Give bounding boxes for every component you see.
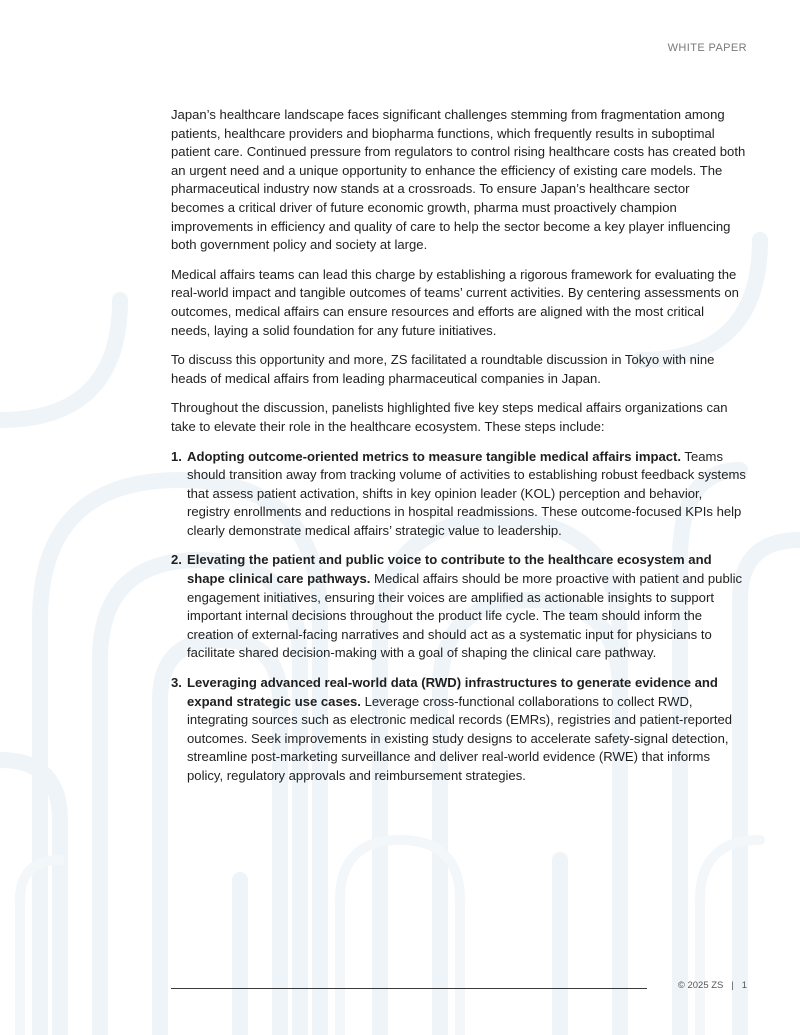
list-item xyxy=(171,448,746,541)
step-number: 1. xyxy=(171,448,182,464)
step-heading: Elevating the patient and public voice to contribute to the healthcare ecosystem and shape clinical care pathways. xyxy=(187,552,712,587)
page-number: 1 xyxy=(741,980,747,991)
footer-separator: | xyxy=(731,980,734,991)
document-type-label: WHITE PAPER xyxy=(667,42,747,54)
step-heading: Leveraging advanced real-world data (RWD) infrastructures to generate evidence and expand strategic use cases. xyxy=(187,675,718,709)
page-footer xyxy=(678,980,747,991)
step-number: 2. xyxy=(171,552,182,568)
roundtable-paragraph: To discuss this opportunity and more, ZS facilitated a roundtable discussion in Tokyo with nine heads of medical affairs from leading pharmaceutical companies in Japan. xyxy=(171,352,715,386)
step-body: Medical affairs should be more proactive with patient and public engagement initiatives, ensuring their voices are amplified as actionable insights to support important internal decisions throughout the product life cycle. The team should inform the creation of external-facing narratives and should act as a systematic input for physicians to facilitate shared decision-making with a goal of shaping the clinical care pathway. xyxy=(187,571,743,661)
key-steps-list xyxy=(171,448,746,786)
footer-divider xyxy=(171,988,647,989)
step-body: Leverage cross-functional collaborations to collect RWD, integrating sources such as electronic medical records (EMRs), registries and patient-reported outcomes. Seek improvements in existing study designs to accelerate safety-signal detection, streamline post-marketing surveillance and deliver real-world evidence (RWE) that informs policy, regulatory approvals and reimbursement strategies. xyxy=(187,693,733,783)
steps-intro-paragraph: Throughout the discussion, panelists highlighted five key steps medical affairs organizations can take to elevate their role in the healthcare ecosystem. These steps include: xyxy=(171,400,728,434)
list-item xyxy=(171,674,746,786)
step-body: Teams should transition away from tracking volume of activities to establishing robust feedback systems that assess patient activation, shifts in key opinion leader (KOL) perception and behavior, registry enrollments and reductions in hospital readmissions. These outcome-focused KPIs help clearly demonstrate medical affairs’ strategic value to leadership. xyxy=(187,448,746,538)
intro-paragraph: Japan’s healthcare landscape faces significant challenges stemming from fragmentation among patients, healthcare providers and biopharma functions, which frequently results in suboptimal patient care. Continued pressure from regulators to control rising healthcare costs has created both an urgent need and a unique opportunity to enhance the efficiency of existing care models. The pharmaceutical industry now stands at a crossroads. To ensure Japan’s healthcare sector becomes a critical driver of future economic growth, pharma must proactively champion improvements in efficiency and quality of care to help the sector become a key player influencing both government policy and society at large. xyxy=(171,107,746,253)
list-item xyxy=(171,551,746,663)
copyright-text: © 2025 ZS xyxy=(677,980,724,991)
step-number: 3. xyxy=(171,675,182,691)
step-heading: Adopting outcome-oriented metrics to measure tangible medical affairs impact. xyxy=(187,448,682,464)
article-body xyxy=(171,106,746,797)
framework-paragraph: Medical affairs teams can lead this charge by establishing a rigorous framework for evaluating the real-world impact and tangible outcomes of teams’ current activities. By centering assessments on outcomes, medical affairs can ensure resources and efforts are aligned with the most critical needs, laying a solid foundation for any future initiatives. xyxy=(171,266,739,338)
